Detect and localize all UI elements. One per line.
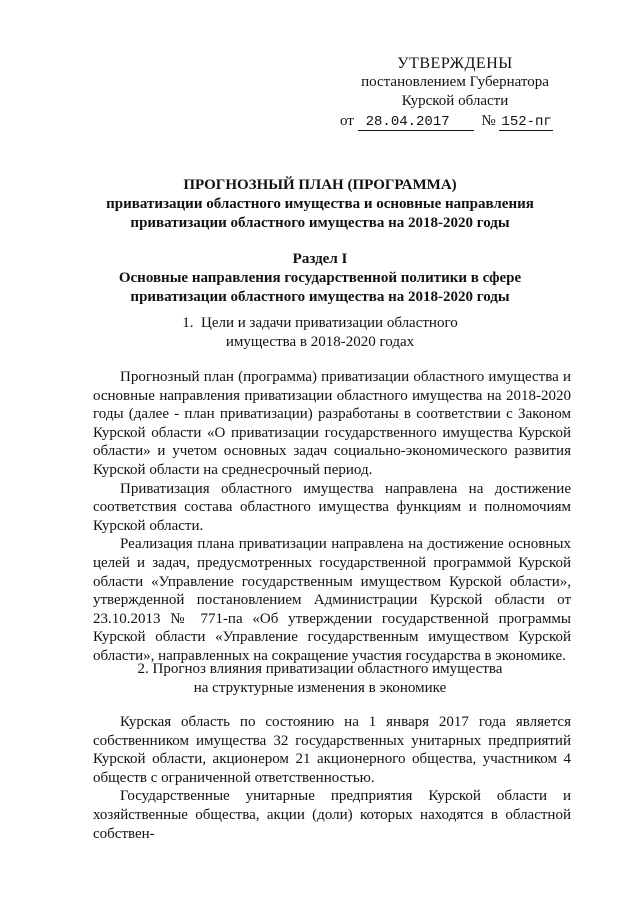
number-label: №	[481, 113, 496, 129]
section-label: Раздел I	[292, 251, 348, 267]
plan-title-line2: приватизации областного имущества и основные направления	[106, 196, 534, 212]
approval-authority: постановлением Губернатора	[361, 74, 549, 90]
approved-label: УТВЕРЖДЕНЫ	[397, 55, 513, 72]
plan-title-line3: приватизации областного имущества на 2018-2020 годы	[130, 215, 510, 231]
approval-stamp	[340, 54, 570, 131]
section-title-line2: приватизации областного имущества на 2018-2020 годы	[130, 289, 510, 305]
approval-date: 28.04.2017	[358, 115, 474, 131]
from-label: от	[340, 113, 354, 129]
subsection-1-heading	[60, 314, 580, 352]
plan-title	[60, 176, 580, 233]
approval-date-line	[340, 112, 570, 131]
paragraph: Государственные унитарные предприятия Курской области и хозяйственные общества, акции (доли) которых находятся в областной собствен-	[93, 788, 571, 842]
paragraph: Реализация плана приватизации направлена на достижение основных целей и задач, предусмотренных государственной программой Курской области «Управление государственным имуществом Курской области», утвержденной постановлением Администрации Курской области от 23.10.2013 № 771-па «Об утверждении государственной программы Курской области «Управление государственным имуществом Курской области», направленных на сокращение участия государства в экономике.	[93, 536, 571, 664]
subsection-2-body	[93, 713, 571, 843]
subsection-2-heading-line1: 2. Прогноз влияния приватизации областного имущества	[137, 661, 503, 677]
subsection-2-heading-line2: на структурные изменения в экономике	[193, 680, 447, 696]
paragraph: Прогнозный план (программа) приватизации областного имущества и основные направления приватизации областного имущества на 2018-2020 годы (далее - план приватизации) разработаны в соответствии с Законом Курской области «О приватизации государственного имущества Курской области» и учетом основных задач социально-экономического развития Курской области на среднесрочный период.	[93, 369, 571, 478]
subsection-1-body	[93, 368, 571, 666]
paragraph: Приватизация областного имущества направлена на достижение соответствия состава областного имущества функциям и полномочиям Курской области.	[93, 480, 571, 534]
paragraph: Курская область по состоянию на 1 января 2017 года является собственником имущества 32 государственных унитарных предприятий Курской области, акционером 21 акционерного общества, участником 4 обществ с ограниченной ответственностью.	[93, 714, 571, 786]
section-heading	[60, 250, 580, 307]
subsection-2-heading	[60, 660, 580, 698]
plan-title-line1: ПРОГНОЗНЫЙ ПЛАН (ПРОГРАММА)	[183, 177, 457, 193]
subsection-1-heading-line1: 1. Цели и задачи приватизации областного	[182, 315, 458, 331]
subsection-1-heading-line2: имущества в 2018-2020 годах	[225, 334, 415, 350]
approval-region: Курской области	[401, 93, 509, 109]
section-title-line1: Основные направления государственной политики в сфере	[118, 270, 522, 286]
approval-number: 152-пг	[501, 114, 552, 130]
